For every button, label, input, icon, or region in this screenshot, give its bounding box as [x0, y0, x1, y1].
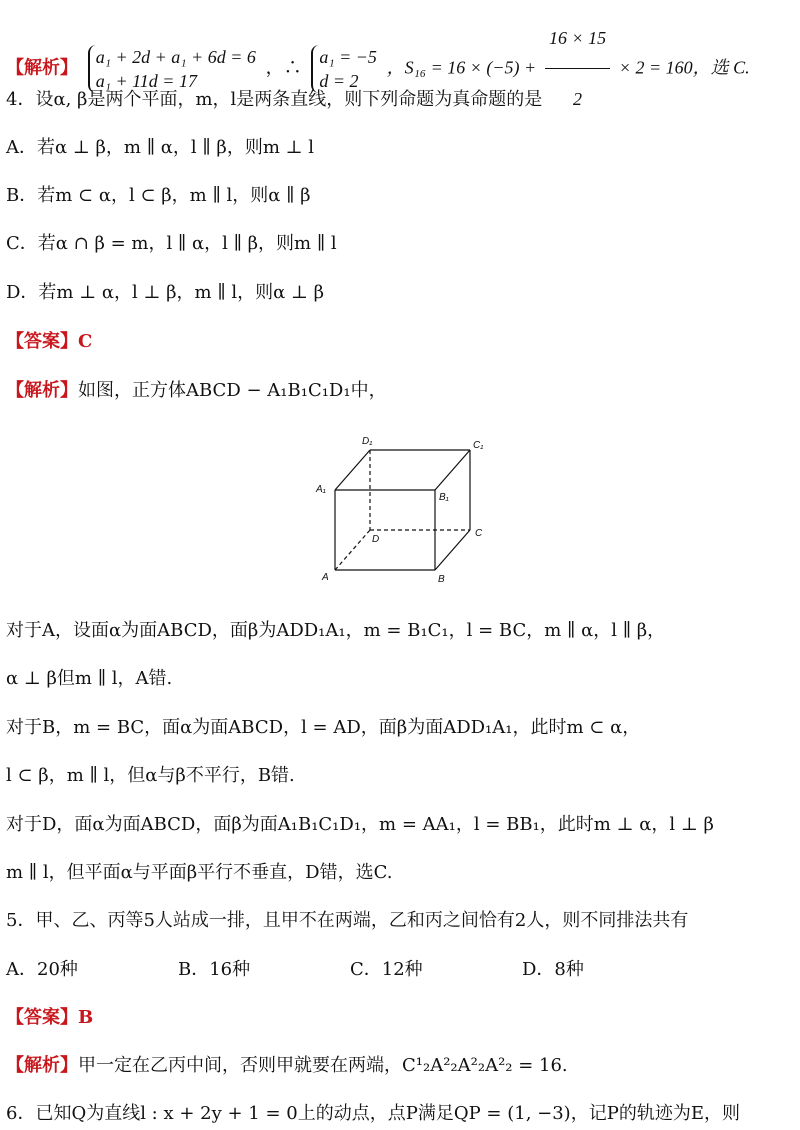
label-C: C — [475, 528, 483, 539]
q4-option-b: B．若m ⊂ α，l ⊂ β，m ∥ l，则α ∥ β — [6, 185, 311, 206]
q5-analysis: 【解析】甲一定在乙丙中间，否则甲就要在两端，C¹₂A²₂A²₂A²₂ = 16. — [6, 1055, 568, 1076]
label-A1: A₁ — [316, 484, 326, 495]
q4-analysis-line-6: m ∥ l，但平面α与平面β平行不垂直，D错，选C. — [6, 862, 393, 883]
q4-option-d: D．若m ⊥ α，l ⊥ β，m ∥ l，则α ⊥ β — [6, 282, 325, 303]
cube-figure — [310, 430, 500, 590]
label-C1: C₁ — [473, 440, 484, 451]
solution-system: a₁ = −5 d = 2 — [311, 45, 377, 93]
q5-option-b: B．16种 — [178, 959, 251, 980]
label-D1: D₁ — [362, 436, 373, 447]
label-B: B — [438, 574, 445, 585]
analysis-tag: 【解析】 — [6, 57, 78, 79]
q4-stem: 4．设α, β是两个平面，m，l是两条直线，则下列命题为真命题的是 — [6, 89, 543, 110]
q4-option-c: C．若α ∩ β = m，l ∥ α，l ∥ β，则m ∥ l — [6, 233, 337, 254]
q4-answer: 【答案】C — [6, 331, 93, 352]
q3-analysis: 【解析】 a₁ + 2d + a₁ + 6d = 6 a₁ + 11d = 17 ，∴ a₁ = −5 d = 2 ，S₁₆ = 16 × (−5) + $\frac{16 \times 15}{2}$ × 2 = 160，选 C. — [6, 8, 750, 68]
q5-stem: 5．甲、乙、丙等5人站成一排，且甲不在两端，乙和丙之间恰有2人，则不同排法共有 — [6, 910, 689, 931]
q4-analysis-line-2: α ⊥ β但m ∥ l，A错. — [6, 668, 173, 689]
fraction: $\frac{16 \times 15}{2}$ — [545, 8, 610, 129]
q5-option-a: A．20种 — [6, 959, 78, 980]
q4-analysis-intro: 【解析】如图，正方体ABCD − A₁B₁C₁D₁中， — [6, 380, 387, 401]
q6-stem: 6．已知Q为直线l : x + 2y + 1 = 0上的动点，点P满足QP = (1, −3)，记P的轨迹为E，则 — [6, 1103, 740, 1124]
q5-option-c: C．12种 — [350, 959, 423, 980]
q5-answer: 【答案】B — [6, 1007, 94, 1028]
label-D: D — [372, 534, 380, 545]
equation-system: a₁ + 2d + a₁ + 6d = 6 a₁ + 11d = 17 — [88, 45, 256, 93]
label-A: A — [322, 572, 329, 583]
q4-analysis-line-4: l ⊂ β，m ∥ l，但α与β不平行，B错. — [6, 765, 295, 786]
q4-analysis-line-5: 对于D，面α为面ABCD，面β为面A₁B₁C₁D₁，m = AA₁，l = BB₁，此时m ⊥ α，l ⊥ β — [6, 814, 714, 835]
q4-analysis-line-1: 对于A，设面α为面ABCD，面β为ADD₁A₁，m = B₁C₁，l = BC，m ∥ α，l ∥ β， — [6, 620, 666, 641]
q4-analysis-line-3: 对于B，m = BC，面α为面ABCD，l = AD，面β为面ADD₁A₁，此时m ⊂ α， — [6, 717, 641, 738]
q4-option-a: A．若α ⊥ β，m ∥ α，l ∥ β，则m ⊥ l — [6, 137, 315, 158]
q5-option-d: D．8种 — [522, 959, 584, 980]
label-B1: B₁ — [439, 492, 449, 503]
